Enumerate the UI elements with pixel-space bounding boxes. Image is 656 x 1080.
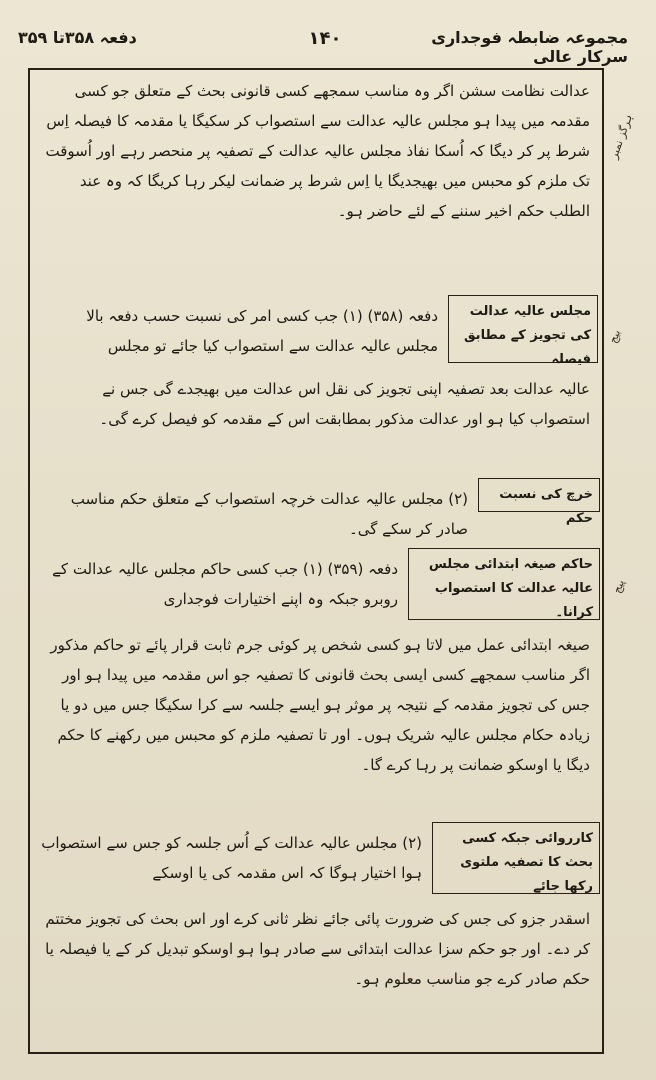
procedure-cont-text: اسقدر جزو کی جس کی ضرورت پائی جائے نظر ثانی کرے اور اس بحث کی تجویز مختتم کر دے۔ اور جو حکم سزا عدالت ابتدائی سے صادر ہوا ہو اوسکو تبدیل کر کے یا فیصلہ یا حکم صادر کرے جو مناسب معلوم ہو۔ bbox=[45, 910, 590, 988]
procedure-side-label: کارروائی جبکہ کسی بحث کا تصفیہ ملتوی رکھا جائے bbox=[432, 822, 600, 894]
s358-cont-text: عالیہ عدالت بعد تصفیہ اپنی تجویز کی نقل اس عدالت میں بھیجدے گی جس نے استصواب کیا ہو اور عدالت مذکور بمطابقت اس کے مقدمہ کو فیصل کرے گی۔ bbox=[99, 380, 590, 428]
header-page-number: ۱۴۰ bbox=[308, 28, 342, 49]
margin-note-2: بیج bbox=[606, 327, 624, 346]
intro-paragraph bbox=[30, 70, 600, 290]
header-section-range: دفعہ ۳۵۸تا ۳۵۹ bbox=[18, 28, 137, 47]
margin-note-1: ہرگز نمبر bbox=[607, 112, 636, 161]
procedure-body bbox=[30, 898, 600, 1048]
procedure-text: (۲) مجلس عالیہ عدالت کے اُس جلسہ کو جس سے استصواب ہوا اختیار ہوگا کہ اس مقدمہ کی یا اوسکے bbox=[41, 834, 422, 882]
margin-note-3: پیج bbox=[610, 577, 628, 596]
s358-side-label: مجلس عالیہ عدالت کی تجویز کے مطابق فیصلہ bbox=[448, 295, 598, 363]
s359-cont-text: صیغہ ابتدائی عمل میں لاتا ہو کسی شخص پر کوئی جرم ثابت قرار پائے تو حاکم مذکور اگر مناسب سمجھے کسی ایسی بحث قانونی کا تصفیہ جو اس مقدمہ میں پیدا ہو اور جس کی تجویز مقدمہ کے نتیجہ پر موثر ہو ایسے جلسہ سے کرا سکیگا جس میں دو یا زیادہ حکام مجلس عالیہ شریک ہوں۔ اور تا تصفیہ ملزم کو محبس میں رکھنے کا حکم دیگا یا اوسکو ضمانت پر رہا کرے گا۔ bbox=[50, 636, 590, 774]
s359-body bbox=[30, 624, 600, 820]
costs-text: (۲) مجلس عالیہ عدالت خرچہ استصواب کے متعلق حکم مناسب صادر کر سکے گی۔ bbox=[70, 490, 468, 538]
s358-heading bbox=[30, 295, 448, 363]
s358-body bbox=[30, 368, 600, 476]
header-book-title: مجموعہ ضابطہ فوجداری سرکار عالی bbox=[431, 28, 628, 66]
procedure-heading bbox=[30, 822, 432, 894]
s358-text: دفعہ (۳۵۸) (۱) جب کسی امر کی نسبت حسب دفعہ بالا مجلس عالیہ عدالت سے استصواب کیا جائے تو مجلس bbox=[86, 307, 438, 355]
s359-text: دفعہ (۳۵۹) (۱) جب کسی حاکم مجلس عالیہ عدالت کے روبرو جبکہ وہ اپنے اختیارات فوجداری bbox=[52, 560, 398, 608]
costs-paragraph bbox=[30, 478, 478, 548]
s359-side-label: حاکم صیغہ ابتدائی مجلس عالیہ عدالت کا استصواب کرانا۔ bbox=[408, 548, 600, 620]
s359-heading bbox=[30, 548, 408, 620]
costs-side-label: خرچ کی نسبت حکم bbox=[478, 478, 600, 512]
intro-text: عدالت نظامت سشن اگر وہ مناسب سمجھے کسی قانونی بحث کے متعلق جو کسی مقدمہ میں پیدا ہو مجلس عالیہ عدالت سے استصواب کر سکیگا یا مقدمہ کا فیصلہ اِس شرط پر کر دیگا کہ اُسکا نفاذ مجلس عالیہ عدالت کے تصفیہ پر منحصر رہے اور اُسوقت تک ملزم کو محبس میں بھیجدیگا یا اِس شرط پر ضمانت لیکر رہا کریگا کہ وہ عند الطلب حکم اخیر سننے کے لئے حاضر ہو۔ bbox=[45, 82, 590, 220]
